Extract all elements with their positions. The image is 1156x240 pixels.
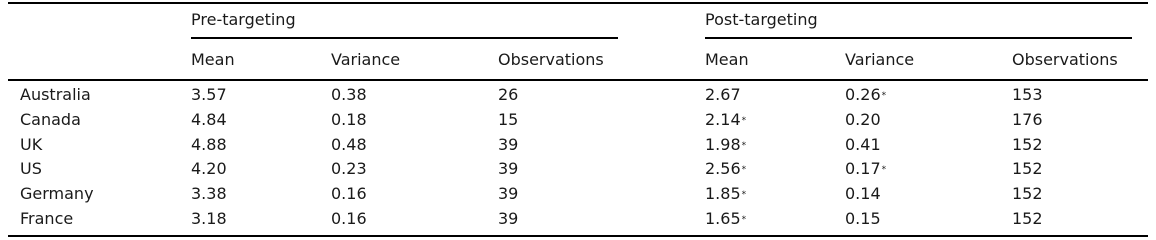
column-header-post-observations: Observations [1012, 50, 1118, 69]
cell-value: 0.20 [845, 109, 881, 129]
table-cell [331, 110, 367, 130]
cell-value: 152 [1012, 184, 1043, 204]
cell-value: 0.26 [845, 85, 881, 104]
row-label: Australia [20, 85, 91, 104]
table-cell [498, 85, 518, 105]
significance-marker: * [741, 165, 747, 176]
row-label: US [20, 159, 42, 179]
table-cell [705, 110, 746, 131]
table-cell [845, 85, 886, 106]
cell-value: 0.16 [331, 209, 367, 228]
table-cell [191, 209, 227, 229]
cell-value: 4.84 [191, 109, 227, 129]
cell-value: 2.67 [705, 85, 741, 104]
table-cell [705, 135, 746, 156]
cell-value: 39 [498, 159, 519, 179]
table-cell [498, 135, 518, 155]
row-label: Canada [20, 109, 81, 129]
column-header-pre-mean: Mean [191, 50, 235, 69]
table-cell [845, 184, 881, 204]
table-cell [1012, 184, 1043, 204]
group-header-pre-targeting: Pre-targeting [191, 10, 296, 29]
cell-value: 0.38 [331, 85, 367, 104]
post-targeting-underline [705, 37, 1132, 39]
cell-value: 26 [498, 85, 519, 104]
header-rule [8, 79, 1148, 81]
table-cell [1012, 159, 1043, 179]
cell-value: 153 [1012, 85, 1043, 104]
table-cell [498, 184, 518, 204]
table-cell [331, 135, 367, 155]
table-cell [331, 209, 367, 229]
table-cell [845, 110, 881, 130]
cell-value: 1.85 [705, 184, 741, 204]
table-cell [191, 85, 227, 105]
significance-marker: * [741, 190, 747, 201]
cell-value: 15 [498, 109, 519, 129]
table-cell [705, 209, 746, 230]
table-cell [705, 184, 746, 205]
row-label: Germany [20, 184, 94, 204]
significance-marker: * [881, 165, 887, 176]
cell-value: 0.41 [845, 134, 881, 154]
table-cell [331, 159, 367, 179]
cell-value: 152 [1012, 134, 1043, 154]
cell-value: 4.20 [191, 159, 227, 179]
column-header-pre-observations: Observations [498, 50, 604, 69]
column-header-pre-variance: Variance [331, 50, 401, 69]
cell-value: 2.56 [705, 159, 741, 179]
table-top-rule [8, 2, 1148, 4]
table-cell [1012, 209, 1043, 229]
table-cell [331, 85, 367, 105]
cell-value: 1.65 [705, 209, 741, 228]
table-cell [191, 184, 227, 204]
cell-value: 1.98 [705, 134, 741, 154]
table-cell [498, 159, 518, 179]
cell-value: 152 [1012, 209, 1043, 228]
significance-marker: * [741, 115, 747, 126]
table-bottom-rule [8, 235, 1148, 237]
significance-marker: * [741, 140, 747, 151]
table-cell [498, 110, 518, 130]
cell-value: 39 [498, 209, 519, 228]
table-cell [845, 159, 886, 180]
group-header-post-targeting: Post-targeting [705, 10, 818, 29]
table-cell [705, 85, 741, 105]
cell-value: 0.48 [331, 134, 367, 154]
cell-value: 0.15 [845, 209, 881, 228]
table-cell [845, 135, 881, 155]
cell-value: 3.18 [191, 209, 227, 228]
cell-value: 0.14 [845, 184, 881, 204]
cell-value: 0.23 [331, 159, 367, 179]
cell-value: 0.18 [331, 109, 367, 129]
cell-value: 176 [1012, 109, 1043, 129]
table-cell [705, 159, 746, 180]
row-label: France [20, 209, 74, 228]
table-cell [498, 209, 518, 229]
table-cell [845, 209, 881, 229]
cell-value: 2.14 [705, 109, 741, 129]
cell-value: 3.38 [191, 184, 227, 204]
table-cell [1012, 110, 1043, 130]
cell-value: 39 [498, 184, 519, 204]
cell-value: 3.57 [191, 85, 227, 104]
table-cell [1012, 85, 1043, 105]
table-cell [331, 184, 367, 204]
table-cell [191, 159, 227, 179]
significance-marker: * [881, 91, 887, 101]
cell-value: 152 [1012, 159, 1043, 179]
cell-value: 4.88 [191, 134, 227, 154]
row-label: UK [20, 134, 43, 154]
table-cell [1012, 135, 1043, 155]
column-header-post-variance: Variance [845, 50, 915, 69]
significance-marker: * [741, 215, 747, 225]
table-cell [191, 110, 227, 130]
cell-value: 0.16 [331, 184, 367, 204]
column-header-post-mean: Mean [705, 50, 749, 69]
table-cell [191, 135, 227, 155]
cell-value: 0.17 [845, 159, 881, 179]
pre-targeting-underline [191, 37, 618, 39]
cell-value: 39 [498, 134, 519, 154]
